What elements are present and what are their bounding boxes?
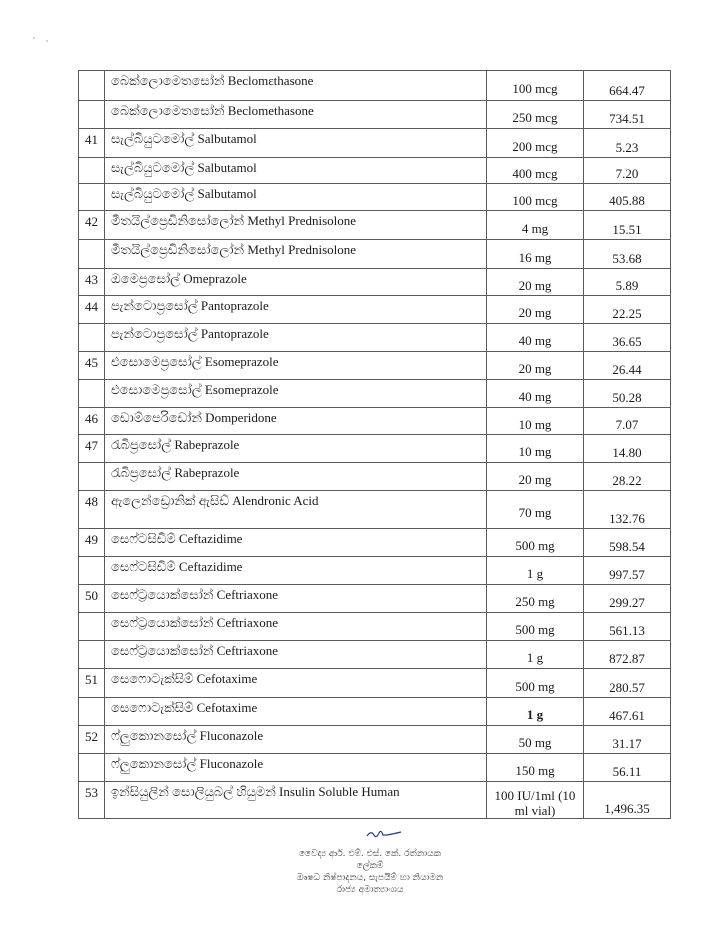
table-row	[79, 269, 671, 296]
table-row	[79, 698, 671, 726]
table-row	[79, 296, 671, 324]
table-row	[79, 641, 671, 669]
item-number	[79, 613, 105, 641]
official-name: වෛද්‍ය ආර්. එම්. එස්. කේ. රත්නායක	[299, 849, 441, 859]
drug-price: 561.13	[584, 613, 671, 641]
drug-name: ෆ්ලුකොනසෝල් Fluconazole	[105, 726, 487, 754]
item-number: 52	[79, 726, 105, 754]
drug-price: 26.44	[584, 352, 671, 380]
item-number: 46	[79, 408, 105, 435]
drug-strength: 500 mg	[487, 669, 584, 698]
table-row	[79, 324, 671, 352]
drug-name: එසොමෙප්‍රසෝල් Esomeprazole	[105, 380, 487, 408]
table-row	[79, 463, 671, 491]
drug-price: 7.07	[584, 408, 671, 435]
table-row	[79, 352, 671, 380]
table-row	[79, 585, 671, 613]
drug-name: සැල්බියුටමෝල් Salbutamol	[105, 184, 487, 211]
drug-strength: 500 mg	[487, 613, 584, 641]
drug-name: පැන්ටොප්‍රසෝල් Pantoprazole	[105, 324, 487, 352]
drug-price: 1,496.35	[584, 782, 671, 819]
drug-price: 5.23	[584, 129, 671, 158]
drug-name: ෆ්ලුකොනසෝල් Fluconazole	[105, 754, 487, 782]
drug-strength: 150 mg	[487, 754, 584, 782]
drug-price: 28.22	[584, 463, 671, 491]
drug-price: 997.57	[584, 557, 671, 585]
drug-price: 299.27	[584, 585, 671, 613]
drug-strength: 40 mg	[487, 380, 584, 408]
table-row	[79, 557, 671, 585]
item-number	[79, 158, 105, 184]
item-number	[79, 324, 105, 352]
official-stamp	[270, 848, 470, 896]
table-row	[79, 669, 671, 698]
drug-strength: 70 mg	[487, 491, 584, 529]
drug-strength: 250 mg	[487, 585, 584, 613]
table-row	[79, 158, 671, 184]
table-row	[79, 754, 671, 782]
drug-strength: 1 g	[487, 698, 584, 726]
drug-strength: 10 mg	[487, 435, 584, 463]
drug-price: 7.20	[584, 158, 671, 184]
item-number	[79, 557, 105, 585]
drug-name: සෙෆ්ටසිඩිම් Ceftazidime	[105, 529, 487, 557]
table-row	[79, 613, 671, 641]
drug-strength: 10 mg	[487, 408, 584, 435]
drug-price-table	[78, 70, 671, 819]
drug-name: ඔමෙප්‍රසෝල් Omeprazole	[105, 269, 487, 296]
drug-strength: 16 mg	[487, 240, 584, 269]
item-number	[79, 101, 105, 129]
item-number: 53	[79, 782, 105, 819]
drug-price: 53.68	[584, 240, 671, 269]
table-row	[79, 408, 671, 435]
official-title: ලේකම්	[356, 861, 384, 871]
drug-name: බෙක්ලොමෙතසෝන් Beclomethasone	[105, 101, 487, 129]
table-row	[79, 101, 671, 129]
item-number	[79, 184, 105, 211]
table-row	[79, 726, 671, 754]
item-number	[79, 698, 105, 726]
drug-strength: 100 mcg	[487, 184, 584, 211]
item-number: 41	[79, 129, 105, 158]
item-number	[79, 71, 105, 101]
drug-name: සෙෆ්ට්‍රයොක්සෝන් Ceftriaxone	[105, 585, 487, 613]
item-number: 50	[79, 585, 105, 613]
scan-speck	[33, 37, 35, 39]
drug-price: 31.17	[584, 726, 671, 754]
drug-strength: 50 mg	[487, 726, 584, 754]
item-number: 42	[79, 211, 105, 240]
drug-price: 872.87	[584, 641, 671, 669]
drug-name: පැන්ටොප්‍රසෝල් Pantoprazole	[105, 296, 487, 324]
drug-name: සෙෆ්ටසිඩිම් Ceftazidime	[105, 557, 487, 585]
drug-price: 734.51	[584, 101, 671, 129]
drug-price: 664.47	[584, 71, 671, 101]
table-row	[79, 529, 671, 557]
drug-strength: 100 mcg	[487, 71, 584, 101]
drug-name: රැබිප්‍රසෝල් Rabeprazole	[105, 435, 487, 463]
drug-name: මීතයිල්ප්‍රෙඩිනිසෝලෝන් Methyl Prednisolone	[105, 240, 487, 269]
item-number	[79, 641, 105, 669]
table-row	[79, 71, 671, 101]
drug-strength: 500 mg	[487, 529, 584, 557]
item-number: 49	[79, 529, 105, 557]
drug-name: සෙෆ්ට්‍රයොක්සෝන් Ceftriaxone	[105, 641, 487, 669]
drug-strength: 20 mg	[487, 296, 584, 324]
drug-name: රැබිප්‍රසෝල් Rabeprazole	[105, 463, 487, 491]
drug-price-rows	[79, 71, 671, 819]
drug-price: 5.89	[584, 269, 671, 296]
drug-strength: 20 mg	[487, 352, 584, 380]
item-number	[79, 463, 105, 491]
drug-price: 280.57	[584, 669, 671, 698]
drug-name: සෙෆොටැක්සිම් Cefotaxime	[105, 669, 487, 698]
drug-strength: 4 mg	[487, 211, 584, 240]
drug-name: සැල්බියුටමෝල් Salbutamol	[105, 158, 487, 184]
item-number	[79, 240, 105, 269]
drug-price: 467.61	[584, 698, 671, 726]
drug-price: 405.88	[584, 184, 671, 211]
drug-strength: 1 g	[487, 641, 584, 669]
drug-name: ඩොම්පෙරිඩෝන් Domperidone	[105, 408, 487, 435]
drug-price: 50.28	[584, 380, 671, 408]
table-row	[79, 211, 671, 240]
item-number	[79, 754, 105, 782]
table-row	[79, 240, 671, 269]
item-number: 43	[79, 269, 105, 296]
drug-name: එසොමෙප්‍රසෝල් Esomeprazole	[105, 352, 487, 380]
drug-name: සැල්බියුටමෝල් Salbutamol	[105, 129, 487, 158]
drug-price: 14.80	[584, 435, 671, 463]
table-row	[79, 380, 671, 408]
drug-name: මීතයිල්ප්‍රෙඩිනිසෝලෝන් Methyl Prednisolone	[105, 211, 487, 240]
drug-strength: 20 mg	[487, 463, 584, 491]
drug-price: 15.51	[584, 211, 671, 240]
official-ministry: රාජ්‍ය අමාත්‍යාංශය	[336, 885, 404, 895]
item-number: 51	[79, 669, 105, 698]
drug-strength: 250 mcg	[487, 101, 584, 129]
drug-price: 22.25	[584, 296, 671, 324]
official-department: ඖෂධ නිෂ්පාදනය, සැපයීම් හා නියාමන	[296, 873, 444, 883]
item-number: 48	[79, 491, 105, 529]
drug-strength: 100 IU/1ml (10 ml vial)	[487, 782, 584, 819]
drug-price: 132.76	[584, 491, 671, 529]
drug-name: බෙක්ලොමෙතසෝන් Beclomεthasone	[105, 71, 487, 101]
drug-price: 56.11	[584, 754, 671, 782]
table-row	[79, 782, 671, 819]
drug-name: සෙෆොටැක්සිම් Cefotaxime	[105, 698, 487, 726]
table-row	[79, 184, 671, 211]
drug-strength: 1 g	[487, 557, 584, 585]
drug-strength: 40 mg	[487, 324, 584, 352]
drug-name: ඇලෙන්ඩ්‍රොනික් ඇසිඩ් Alendronic Acid	[105, 491, 487, 529]
drug-price: 598.54	[584, 529, 671, 557]
drug-name: සෙෆ්ට්‍රයොක්සෝන් Ceftriaxone	[105, 613, 487, 641]
drug-strength: 200 mcg	[487, 129, 584, 158]
table-row	[79, 491, 671, 529]
table-row	[79, 435, 671, 463]
drug-name: ඉන්සියුලින් සොලියුබල් හියුමන් Insulin Soluble Human	[105, 782, 487, 819]
signature-icon	[365, 826, 405, 842]
drug-price: 36.65	[584, 324, 671, 352]
scan-speck	[46, 40, 48, 42]
table-row	[79, 129, 671, 158]
item-number: 44	[79, 296, 105, 324]
drug-strength: 20 mg	[487, 269, 584, 296]
item-number	[79, 380, 105, 408]
item-number: 47	[79, 435, 105, 463]
drug-strength: 400 mcg	[487, 158, 584, 184]
item-number: 45	[79, 352, 105, 380]
